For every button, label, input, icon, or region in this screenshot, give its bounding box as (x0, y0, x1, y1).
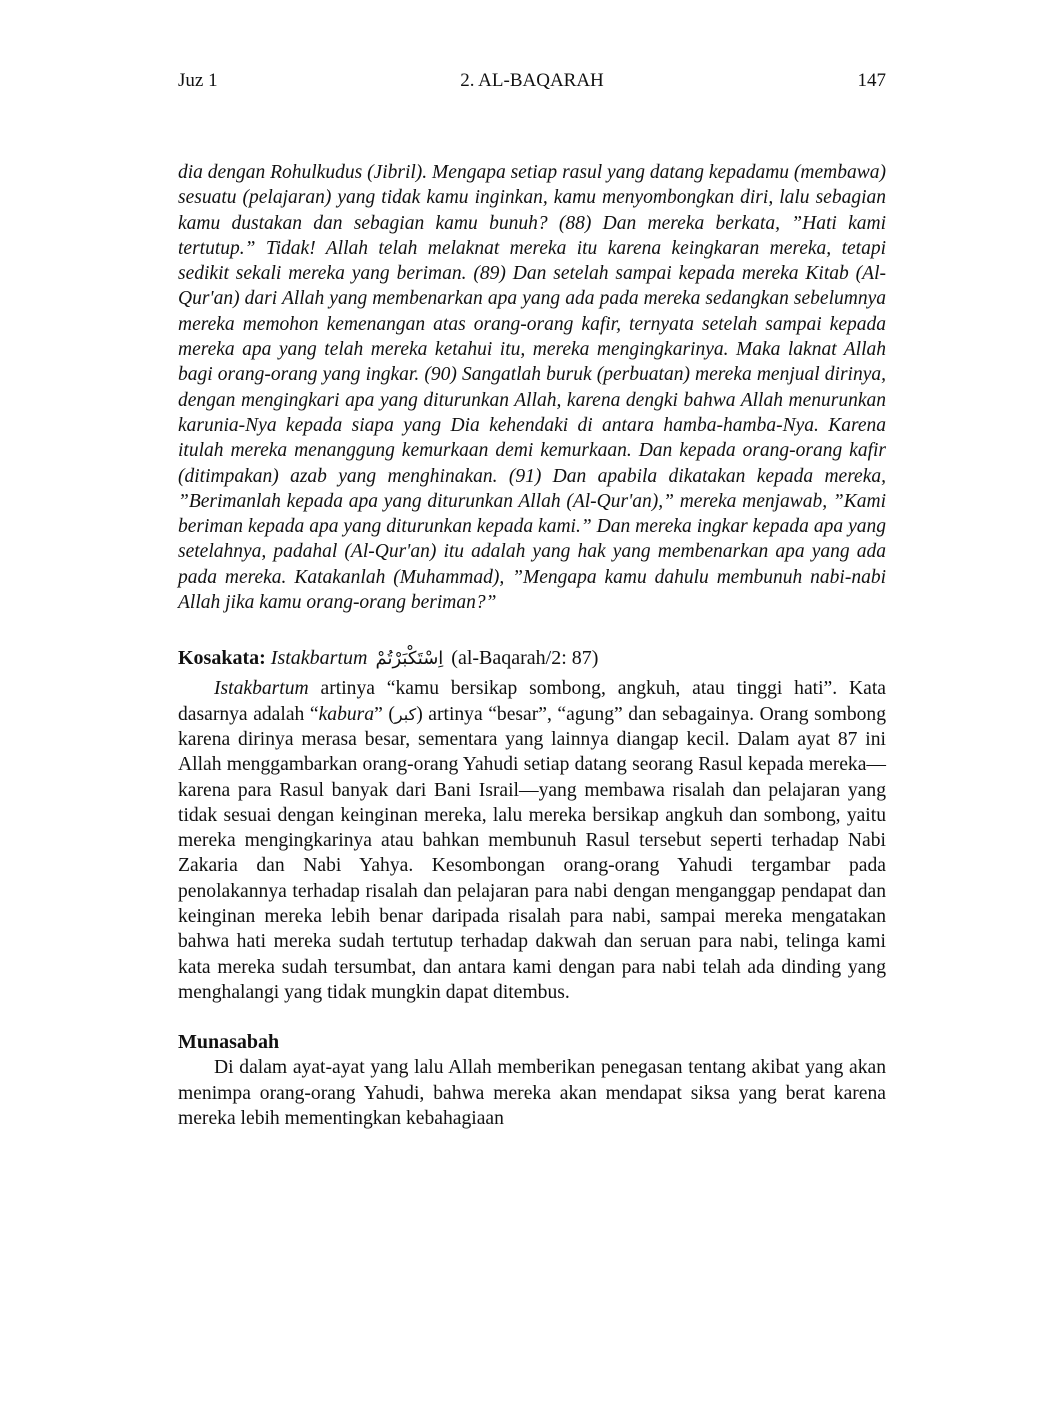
surah-title: 2. AL-BAQARAH (460, 70, 604, 91)
kosakata-term: Istakbartum (270, 647, 368, 670)
munasabah-heading: Munasabah (178, 1031, 280, 1054)
explanation-text-2: ” ( (374, 703, 395, 725)
munasabah-paragraph: Di dalam ayat-ayat yang lalu Allah memberikan penegasan tentang akibat yang akan menimpa orang-orang Yahudi, bahwa mereka akan mendapat siksa yang berat karena mereka lebih mementingkan kebahagiaan (178, 1057, 886, 1129)
running-header (178, 70, 886, 102)
translation-paragraph: dia dengan Rohulkudus (Jibril). Mengapa setiap rasul yang datang kepadamu (membawa) sesuatu (pelajaran) yang tidak kamu inginkan, kamu menyombongkan diri, lalu sebagian kamu dustakan dan sebagian kamu bunuh? (88) Dan mereka berkata, ”Hati kami tertutup.” Tidak! Allah telah melaknat mereka itu karena keingkaran mereka, tetapi sedikit sekali mereka yang beriman. (89) Dan setelah sampai kepada mereka Kitab (Al-Qur'an) dari Allah yang membenarkan apa yang ada pada mereka sedangkan sebelumnya mereka memohon kemenangan atas orang-orang kafir, ternyata setelah sampai kepada mereka apa yang telah mereka ketahui itu, mereka mengingkarinya. Maka laknat Allah bagi orang-orang yang ingkar. (90) Sangatlah buruk (perbuatan) mereka menjual dirinya, dengan mengingkari apa yang diturunkan Allah, karena dengki bahwa Allah menurunkan karunia-Nya kepada siapa yang Dia kehendaki di antara hamba-hamba-Nya. Karena itulah mereka menanggung kemurkaan demi kemurkaan. Dan kepada orang-orang kafir (ditimpakan) azab yang menghinakan. (91) Dan apabila dikatakan kepada mereka, ”Berimanlah kepada apa yang diturunkan Allah (Al-Qur'an),” mereka menjawab, ”Kami beriman kepada apa yang diturunkan kepada kami.” Dan mereka ingkar kepada apa yang setelahnya, padahal (Al-Qur'an) itu adalah yang hak yang membenarkan apa yang ada pada mereka. Katakanlah (Muhammad), ”Mengapa kamu dahulu membunuh nabi-nabi Allah jika kamu orang-orang beriman?” (178, 162, 886, 614)
kosakata-arabic-term: اِسْتَكْبَرْتُمْ (375, 648, 444, 670)
explanation-text-1: artinya “kamu bersikap sombong, angkuh, atau tinggi hati”. Kata dasarnya adalah “ (178, 678, 886, 725)
explanation-term: Istakbartum (214, 678, 309, 700)
kosakata-explanation (178, 676, 886, 1005)
juz-label: Juz 1 (178, 70, 218, 91)
page-number: 147 (857, 70, 886, 91)
root-word: kabura (318, 703, 375, 725)
kosakata-label: Kosakata: (178, 647, 266, 670)
kosakata-heading (178, 645, 886, 672)
kosakata-reference: (al-Baqarah/2: 87) (451, 647, 599, 670)
explanation-text-3: ) artinya “besar”, “agung” dan sebagainya. Orang sombong karena dirinya merasa besar, sementara yang lainnya diangap kecil. Dalam ayat 87 ini Allah menggambarkan orang-orang Yahudi setiap datang seorang Rasul kepada mereka—karena para Rasul banyak dari Bani Israil—yang membawa risalah dan pelajaran yang tidak sesuai dengan keinginan mereka, lalu mereka bersikap angkuh dan sombong, yaitu mereka mengingkarinya atau bahkan membunuh Rasul tersebut seperti terhadap Nabi Zakaria dan Nabi Yahya. Kesombongan orang-orang Yahudi tergambar pada penolakannya terhadap risalah dan pelajaran para nabi dengan menganggap pendapat dan keinginan mereka lebih benar daripada risalah para nabi, sampai mereka mengatakan bahwa hati mereka sudah tertutup terhadap dakwah dan seruan para nabi, telinga kami kata mereka sudah tersumbat, dan antara kami dengan para nabi telah ada dinding yang menghalangi yang tidak mungkin dapat ditembus. (178, 703, 887, 1003)
book-page (178, 70, 886, 1131)
root-word-arabic: كبر (394, 704, 417, 724)
